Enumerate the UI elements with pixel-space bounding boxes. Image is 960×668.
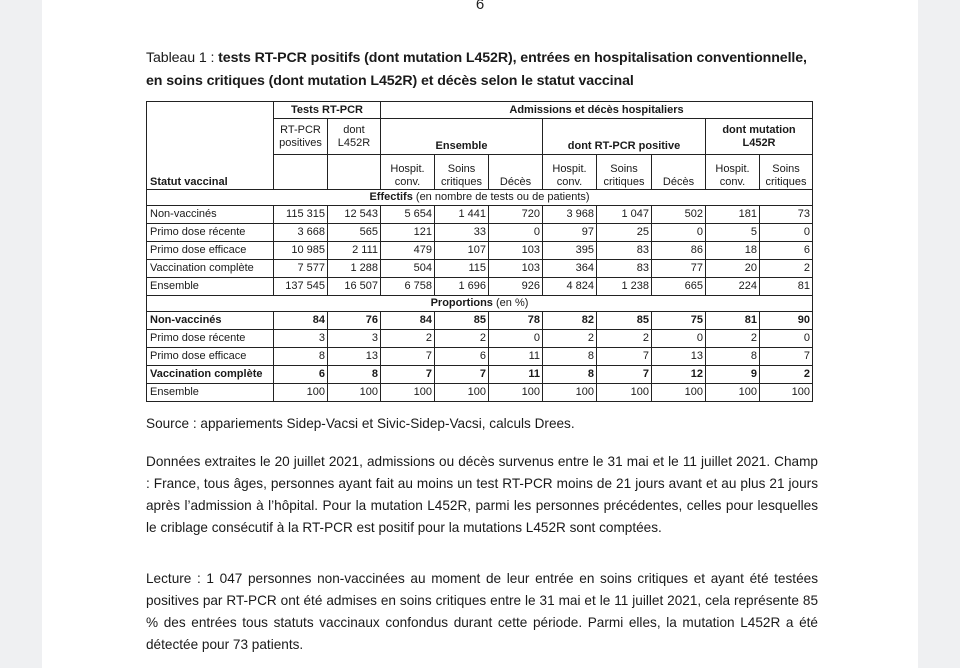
header-ensemble: Ensemble (381, 119, 543, 155)
header-soins-line1: Soins (610, 163, 638, 175)
page-number: 6 (475, 0, 485, 13)
proportions-table-row (147, 384, 813, 402)
row-value: 20 (706, 260, 760, 278)
row-value: 0 (489, 224, 543, 242)
row-value: 1 696 (435, 278, 489, 296)
header-hospit-line1: Hospit. (715, 163, 750, 175)
row-value: 82 (543, 312, 597, 330)
header-mut-soins (760, 155, 813, 190)
row-value: 18 (706, 242, 760, 260)
row-value: 8 (706, 348, 760, 366)
row-value: 0 (652, 330, 706, 348)
row-value: 73 (760, 206, 813, 224)
row-value: 6 (435, 348, 489, 366)
table-caption (146, 47, 826, 93)
row-value: 100 (435, 384, 489, 402)
row-value: 2 (435, 330, 489, 348)
row-value: 100 (381, 384, 435, 402)
header-hospit-line2: conv. (719, 176, 746, 188)
row-label: Non-vaccinés (147, 312, 274, 330)
row-value: 1 238 (597, 278, 652, 296)
header-statut-vaccinal: Statut vaccinal (147, 155, 274, 190)
section-proportions-row (147, 296, 813, 312)
section-effectifs (147, 190, 813, 206)
row-value: 5 654 (381, 206, 435, 224)
row-value: 504 (381, 260, 435, 278)
header-hospit-line1: Hospit. (552, 163, 587, 175)
header-rtpcr-positives (274, 119, 328, 155)
proportions-table-row (147, 348, 813, 366)
header-hospit-line2: conv. (556, 176, 583, 188)
row-label: Ensemble (147, 278, 274, 296)
row-value: 81 (760, 278, 813, 296)
effectifs-table-row (147, 260, 813, 278)
row-value: 2 (760, 366, 813, 384)
header-empty-label (147, 119, 274, 155)
row-value: 75 (652, 312, 706, 330)
row-value: 81 (706, 312, 760, 330)
row-value: 8 (274, 348, 328, 366)
row-value: 1 047 (597, 206, 652, 224)
row-value: 100 (760, 384, 813, 402)
row-value: 12 (652, 366, 706, 384)
header-rtpcr-deces: Décès (652, 155, 706, 190)
proportions-rows (147, 312, 813, 402)
header-dont-l452r-line2: L452R (337, 136, 371, 149)
lecture-note: Lecture : 1 047 personnes non-vaccinées au moment de leur entrée en soins critiques et ayant été testées positives par RT-PCR ont été admises en soins critiques entre le 31 mai et le 11 juillet 2021, cela représente 85 % des entrées tous statuts vaccinaux confondus durant cette période. Parmi elles, la mutation L452R a été détectée pour 73 patients. (146, 571, 818, 652)
row-value: 83 (597, 260, 652, 278)
header-empty-corner (147, 102, 274, 119)
header-soins-line2: critiques (603, 176, 645, 188)
row-value: 0 (489, 330, 543, 348)
row-value: 100 (489, 384, 543, 402)
row-label: Non-vaccinés (147, 206, 274, 224)
header-dont-l452r (328, 119, 381, 155)
row-value: 100 (274, 384, 328, 402)
row-label: Primo dose efficace (147, 348, 274, 366)
row-value: 78 (489, 312, 543, 330)
header-ens-soins (435, 155, 489, 190)
row-value: 8 (543, 366, 597, 384)
row-value: 2 (597, 330, 652, 348)
donnees-champ-note: Données extraites le 20 juillet 2021, admissions ou décès survenus entre le 31 mai et le 11 juillet 2021. Champ : France, tous âges, personnes ayant fait au moins un test RT-PCR moins de 21 jours avant et au plus 21 jours après l’admission à l’hôpital. Pour la mutation L452R, parmi les personnes précédentes, celles pour lesquelles le criblage consécutif à la RT-PCR est positif pour la mutations L452R sont comptées. (146, 454, 818, 535)
row-value: 720 (489, 206, 543, 224)
section-proportions (147, 296, 813, 312)
header-soins-line1: Soins (772, 163, 800, 175)
header-dont-l452r-line1: dont (343, 123, 365, 136)
effectifs-rows (147, 206, 813, 296)
document-page (42, 0, 918, 668)
row-value: 3 (274, 330, 328, 348)
row-value: 100 (652, 384, 706, 402)
header-rtpcr-positives-line2: positives (279, 136, 322, 149)
row-value: 181 (706, 206, 760, 224)
row-value: 5 (706, 224, 760, 242)
row-value: 10 985 (274, 242, 328, 260)
row-value: 395 (543, 242, 597, 260)
row-value: 1 288 (328, 260, 381, 278)
row-value: 84 (381, 312, 435, 330)
header-empty-tests-1 (274, 155, 328, 190)
effectifs-table-row (147, 224, 813, 242)
row-value: 479 (381, 242, 435, 260)
row-value: 33 (435, 224, 489, 242)
row-value: 3 (328, 330, 381, 348)
row-value: 103 (489, 260, 543, 278)
effectifs-table-row (147, 278, 813, 296)
caption-title: tests RT-PCR positifs (dont mutation L452R), entrées en hospitalisation conventionnelle, en soins critiques (dont mutation L452R) et décès selon le statut vaccinal (146, 50, 807, 89)
row-value: 7 577 (274, 260, 328, 278)
row-value: 7 (597, 366, 652, 384)
header-admissions-deces: Admissions et décès hospitaliers (381, 102, 813, 119)
header-row-columns (147, 155, 813, 190)
row-value: 9 (706, 366, 760, 384)
section-effectifs-bold: Effectifs (369, 191, 413, 203)
row-label: Primo dose efficace (147, 242, 274, 260)
row-value: 100 (597, 384, 652, 402)
row-value: 84 (274, 312, 328, 330)
row-value: 0 (760, 330, 813, 348)
row-value: 11 (489, 348, 543, 366)
row-value: 77 (652, 260, 706, 278)
source-note: Source : appariements Sidep-Vacsi et Sivic-Sidep-Vacsi, calculs Drees. (146, 416, 575, 431)
section-effectifs-row (147, 190, 813, 206)
row-value: 364 (543, 260, 597, 278)
header-soins-line1: Soins (447, 163, 476, 175)
row-value: 8 (328, 366, 381, 384)
row-value: 137 545 (274, 278, 328, 296)
row-value: 16 507 (328, 278, 381, 296)
row-value: 565 (328, 224, 381, 242)
header-soins-line2: critiques (765, 176, 807, 188)
row-value: 1 441 (435, 206, 489, 224)
header-ens-hospit (381, 155, 435, 190)
row-value: 76 (328, 312, 381, 330)
header-hospit-line2: conv. (394, 176, 421, 188)
row-value: 926 (489, 278, 543, 296)
row-value: 3 968 (543, 206, 597, 224)
effectifs-table-row (147, 206, 813, 224)
row-value: 2 111 (328, 242, 381, 260)
header-dont-mutation-l452r (706, 119, 813, 155)
row-value: 90 (760, 312, 813, 330)
row-value: 4 824 (543, 278, 597, 296)
row-value: 7 (381, 366, 435, 384)
caption-lead: Tableau 1 : (146, 50, 219, 66)
row-value: 224 (706, 278, 760, 296)
row-value: 6 758 (381, 278, 435, 296)
header-mut-hospit (706, 155, 760, 190)
row-value: 2 (706, 330, 760, 348)
section-proportions-rest: (en %) (492, 297, 529, 309)
row-label: Ensemble (147, 384, 274, 402)
header-rtpcr-soins (597, 155, 652, 190)
row-value: 12 543 (328, 206, 381, 224)
section-proportions-bold: Proportions (430, 297, 493, 309)
row-value: 7 (597, 348, 652, 366)
row-value: 0 (652, 224, 706, 242)
row-label: Vaccination complète (147, 260, 274, 278)
proportions-table-row (147, 366, 813, 384)
header-empty-tests-2 (328, 155, 381, 190)
row-value: 6 (274, 366, 328, 384)
header-hospit-line1: Hospit. (390, 163, 425, 175)
proportions-table-row (147, 330, 813, 348)
section-effectifs-rest: (en nombre de tests ou de patients) (412, 191, 590, 203)
row-value: 121 (381, 224, 435, 242)
row-value: 86 (652, 242, 706, 260)
row-value: 8 (543, 348, 597, 366)
row-value: 11 (489, 366, 543, 384)
header-rtpcr-positives-line1: RT-PCR (280, 123, 321, 136)
header-tests-rtpcr: Tests RT-PCR (274, 102, 381, 119)
row-value: 83 (597, 242, 652, 260)
header-ens-deces: Décès (489, 155, 543, 190)
row-label: Vaccination complète (147, 366, 274, 384)
row-value: 2 (543, 330, 597, 348)
header-row-groups (147, 102, 813, 119)
header-row-subgroups (147, 119, 813, 155)
row-value: 502 (652, 206, 706, 224)
effectifs-table-row (147, 242, 813, 260)
row-value: 115 315 (274, 206, 328, 224)
row-value: 2 (760, 260, 813, 278)
vaccination-status-table (146, 101, 813, 402)
row-value: 0 (760, 224, 813, 242)
row-value: 103 (489, 242, 543, 260)
row-value: 2 (381, 330, 435, 348)
row-value: 85 (435, 312, 489, 330)
header-soins-line2: critiques (441, 176, 482, 188)
row-value: 7 (435, 366, 489, 384)
row-value: 7 (381, 348, 435, 366)
row-value: 107 (435, 242, 489, 260)
row-label: Primo dose récente (147, 224, 274, 242)
header-dont-mutation-line1: dont mutation (722, 123, 796, 136)
row-value: 85 (597, 312, 652, 330)
row-value: 25 (597, 224, 652, 242)
row-label: Primo dose récente (147, 330, 274, 348)
header-dont-rtpcr-positive: dont RT-PCR positive (543, 119, 706, 155)
row-value: 665 (652, 278, 706, 296)
row-value: 100 (328, 384, 381, 402)
row-value: 115 (435, 260, 489, 278)
row-value: 97 (543, 224, 597, 242)
row-value: 13 (328, 348, 381, 366)
header-rtpcr-hospit (543, 155, 597, 190)
row-value: 13 (652, 348, 706, 366)
row-value: 100 (543, 384, 597, 402)
row-value: 3 668 (274, 224, 328, 242)
proportions-table-row (147, 312, 813, 330)
header-dont-mutation-line2: L452R (742, 136, 776, 149)
row-value: 6 (760, 242, 813, 260)
row-value: 7 (760, 348, 813, 366)
row-value: 100 (706, 384, 760, 402)
